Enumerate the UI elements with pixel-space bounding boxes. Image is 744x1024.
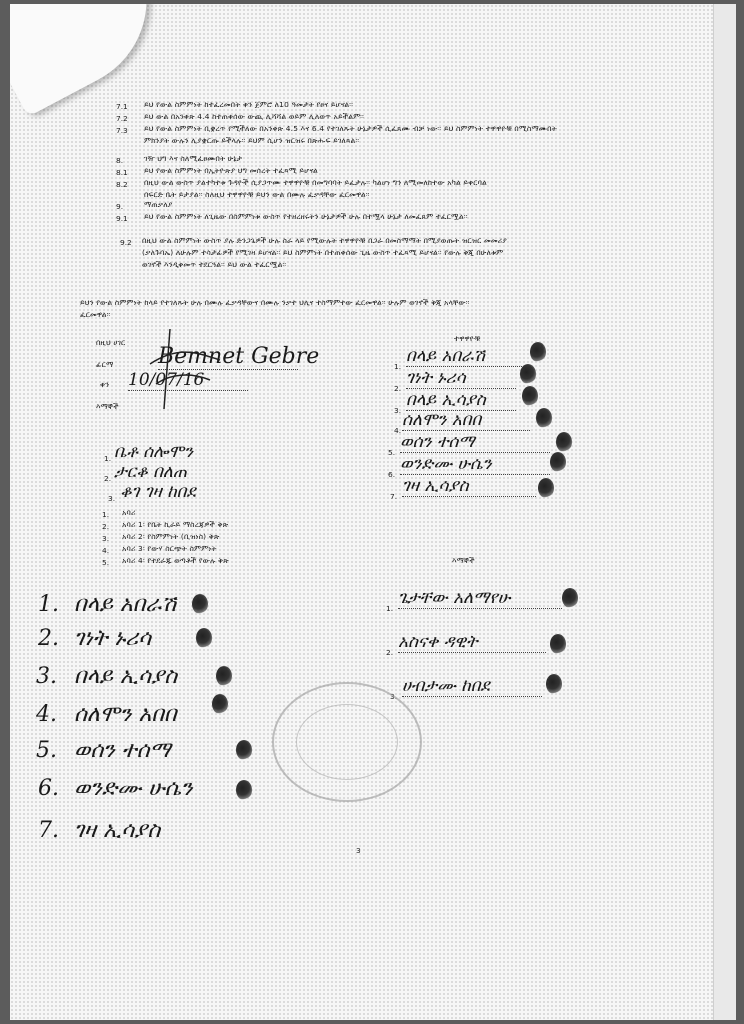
witness-number: 2. (386, 648, 394, 657)
witness-number: 3. (108, 494, 116, 503)
party-number: 1. (394, 362, 402, 371)
attachment-number: 2. (102, 522, 110, 531)
section-text: በዚህ ውል ውስጥ ያልተካተቱ ጉዳዮች ሲያጋጥሙ ተዋዋዮቹ በመግባባት ይፈታሉ፡፡ ካልሆነ ግን ለሚመለከተው አካል ይቀርባል (144, 178, 487, 187)
thumbprint-icon (530, 342, 546, 362)
section-text: ማጠቃለያ (144, 200, 173, 209)
section-number: 9.2 (120, 238, 132, 247)
witness-name: ቆገ ገዛ ከበደ (120, 482, 196, 502)
official-stamp-icon (272, 682, 422, 802)
section-number: 9.1 (116, 214, 128, 223)
section-text: ምክንያት ውሉን ሊያቋርጡ ይችላሉ፡፡ ይህም ሲሆን ዝርዝሩ በጽሑፍ ይገለጻል፡፡ (144, 136, 360, 145)
field-label: ቀን (100, 380, 110, 389)
attachment-text: አባሪ (122, 508, 136, 517)
field-label: በዚህ ሀገር (96, 338, 126, 347)
section-number: 8.1 (116, 168, 128, 177)
witness-number: 1. (104, 454, 112, 463)
attachment-text: አባሪ 2፡ የስምምነት (ቢዝነስ) ቅጽ (122, 532, 220, 541)
party-number: 4. (36, 702, 57, 727)
section-line: ወገኖች እንዲቀመጥ ተደርጓል፡፡ ይህ ውል ተፈርሟል፡፡ (142, 260, 287, 269)
thumbprint-icon (556, 432, 572, 452)
thumbprint-icon (236, 740, 252, 760)
party-name: ወሰን ተሰማ (74, 738, 171, 763)
thumbprint-icon (522, 386, 538, 406)
attachment-number: 4. (102, 546, 110, 555)
section-text: ይህ የውል ስምምነት ለጊዜው በስምምነቱ ውስጥ የተዘረዘሩትን ሁኔታዎች ሁሉ በተሟላ ሁኔታ ለመፈጸም ተፈርሟል፡፡ (144, 212, 468, 221)
section-line: (ቃለጉባኤ) ለሁሉም ተሳታፊዎች የሚገዛ ይሆናል፡፡ ይህ ስምምነት በተጠቀሰው ጊዜ ውስጥ ተፈጻሚ ይሆናል፡፡ የውሉ ቅጂ በሁለቱም (142, 248, 504, 257)
party-name: በላይ ኢሳያስ (74, 664, 178, 689)
party-name: በላይ አበራሽ (406, 346, 530, 367)
witness-name: ሀብታሙ ከበደ (402, 676, 542, 697)
witnesses-header: እማኞች (452, 556, 475, 565)
section-number: 7.1 (116, 102, 128, 111)
section-number: 8.2 (116, 180, 128, 189)
party-number: 6. (38, 776, 59, 801)
witness-number: 2. (104, 474, 112, 483)
party-name: ሰለሞን አበበ (74, 702, 177, 727)
page-edge (713, 4, 736, 1020)
party-number: 2. (38, 626, 59, 651)
attachment-text: አባሪ 1፡ የቤት ኪራይ ማስረጃዎች ቅጽ (122, 520, 229, 529)
party-name: ገነት ኑሪሳ (406, 368, 516, 389)
thumbprint-icon (212, 694, 228, 714)
section-text: ይህ የውል ስምምነት ከተፈረመበት ቀን ጀምሮ ለ10 ዓመታት የፀና ይሆናል፡፡ (144, 100, 354, 109)
page-number: 3 (356, 846, 361, 855)
field-label: ፊርማ (96, 360, 114, 369)
thumbprint-icon (546, 674, 562, 694)
section-number: 9. (116, 202, 124, 211)
party-name: ገዛ ኢሳያስ (402, 476, 536, 497)
party-name: ገነት ኑሪሳ (74, 626, 152, 651)
witness-name: ቤቶ ሰሎሞን (114, 442, 193, 462)
section-text: ይህ የውል ስምምነት ቢቋረጥ የሚችለው በአንቀጽ 4.5 እና 6.4 የተገለጹት ሁኔታዎች ሲፈጸሙ ብቻ ነው፡፡ ይህ ስምምነት ተዋዋዮቹ በሚስማሙበት (144, 124, 557, 133)
thumbprint-icon (536, 408, 552, 428)
party-number: 7. (38, 818, 59, 843)
party-number: 3. (36, 664, 57, 689)
closing-line: ይህን የውል ስምምነት ከላይ የተገለጹት ሁሉ በሙሉ ፈቃዳቸውና በሙሉ ንቃተ ህሊና ተስማምተው ፈርመዋል፡፡ ሁሉም ወገኖች ቅጂ አላቸው፡፡ (80, 298, 470, 307)
party-number: 1. (38, 592, 59, 617)
party-name: ወንድሙ ሁሴን (74, 776, 193, 801)
thumbprint-icon (192, 594, 208, 614)
attachment-number: 3. (102, 534, 110, 543)
thumbprint-icon (550, 452, 566, 472)
party-name: በላይ አበራሽ (74, 592, 177, 617)
field-label: እማኞች (96, 402, 119, 411)
section-text: ገዥ ህግ እና ስለሚፈፀሙበት ሁኔታ (144, 154, 243, 163)
thumbprint-icon (562, 588, 578, 608)
handwritten-date: 10/07/16 (128, 370, 248, 391)
witness-name: ጌታቸው አለማየሁ (398, 588, 562, 609)
attachment-text: አባሪ 3፡ የውሃ ስርጭት ስምምነት (122, 544, 217, 553)
witness-number: 3. (390, 692, 398, 701)
witness-number: 1. (386, 604, 394, 613)
attachment-number: 1. (102, 510, 110, 519)
attachment-number: 5. (102, 558, 110, 567)
signature-scribble-icon (140, 324, 230, 414)
section-line: በዚህ ውል ስምምነት ውስጥ ያሉ ድንጋጌዎች ሁሉ ስራ ላይ የሚውሉት ተዋዋዮቹ በጋራ በመስማማት በሚያወጡት ዝርዝር መመሪያ (142, 236, 507, 245)
party-number: 5. (36, 738, 57, 763)
thumbprint-icon (216, 666, 232, 686)
party-name: ሰለሞን አበበ (402, 410, 530, 431)
party-number: 2. (394, 384, 402, 393)
thumbprint-icon (538, 478, 554, 498)
thumbprint-icon (236, 780, 252, 800)
party-number: 4. (394, 426, 402, 435)
party-number: 6. (388, 470, 396, 479)
thumbprint-icon (196, 628, 212, 648)
witness-name: ታርቆ በለጠ (114, 462, 187, 482)
party-name: ገዛ ኢሳያስ (74, 818, 161, 843)
party-number: 5. (388, 448, 396, 457)
section-text: ይህ የውል ስምምነት በኢትዮጵያ ህግ መሰረት ተፈጻሚ ይሆናል (144, 166, 318, 175)
section-text: ይህ ውል በአንቀጽ 4.4 ከተጠቀሰው ውጪ ሊሻሻል ወይም ሊለወጥ አይችልም፡፡ (144, 112, 365, 121)
handwritten-signature: Bemnet Gebre (158, 344, 320, 369)
section-number: 7.3 (116, 126, 128, 135)
section-number: 8. (116, 156, 124, 165)
parties-header: ተዋዋዮቹ (454, 334, 481, 343)
thumbprint-icon (550, 634, 566, 654)
party-number: 3. (394, 406, 402, 415)
thumbprint-icon (520, 364, 536, 384)
attachment-text: አባሪ 4፡ የተደራጁ ወጣቶች የውሉ ቅጽ (122, 556, 229, 565)
witness-name: አስናቀ ዳዊት (398, 632, 546, 653)
section-text: በፍርድ ቤት ይታያል፡፡ ስለዚህ ተዋዋዮቹ ይህን ውል በሙሉ ፈቃዳቸው ፈርመዋል፡፡ (144, 190, 370, 199)
document-page (10, 4, 736, 1020)
section-number: 7.2 (116, 114, 128, 123)
party-name: በላይ ኢሳያስ (406, 390, 516, 411)
closing-line: ፈርመዋል፡፡ (80, 310, 111, 319)
stamp-inner-ring (296, 704, 398, 780)
party-number: 7. (390, 492, 398, 501)
party-name: ወሰን ተሰማ (400, 432, 550, 453)
party-name: ወንድሙ ሁሴን (400, 454, 550, 475)
